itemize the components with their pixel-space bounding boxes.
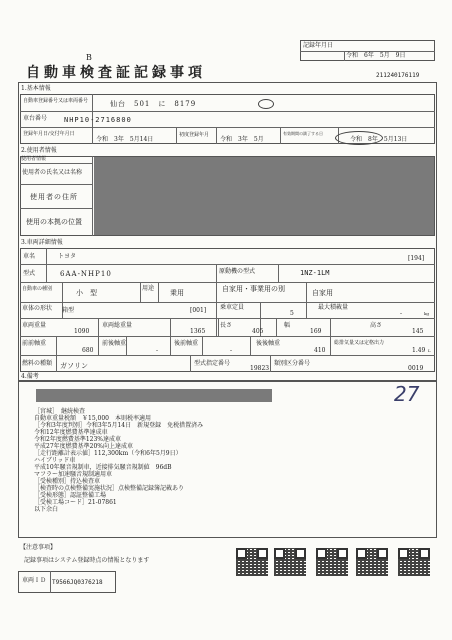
body-label: 車体の形状	[22, 305, 53, 312]
remark-line: 令和12年度燃費基準達成車	[34, 429, 108, 436]
engine-label: 原動機の型式	[219, 268, 256, 275]
rr-label: 後後軸重	[256, 340, 281, 347]
expiry-label: 有効期間の満了する日	[283, 131, 323, 136]
notes-text: 記録事項はシステム登録時点の情報となります	[24, 557, 150, 564]
remark-line: ［検査時の点検整備実施状況］点検整備記録簿記載あり	[34, 485, 185, 492]
user-address-label: 使用者の住所	[30, 193, 78, 201]
approval-label: 型式指定番号	[194, 360, 231, 367]
height-value: 145	[412, 328, 424, 335]
approval-value: 19823	[250, 365, 270, 372]
length-value: 405	[252, 328, 264, 335]
qr-code-icon	[398, 548, 430, 576]
rf-value: -	[230, 347, 233, 354]
remark-line: ［走行距離計表示値］112,300km（令和6年5月9日）	[34, 450, 182, 457]
chassis-label: 車台番号	[23, 115, 48, 122]
remark-line: 平成27年度燃費基準20%向上達成車	[34, 443, 133, 450]
gross-value: 1365	[190, 328, 206, 335]
user-info-redaction	[94, 157, 434, 235]
section3-title: 3.車両詳細情報	[21, 239, 63, 246]
remark-line: ［受検種別］持込検査車	[34, 478, 101, 485]
remarks-redaction	[36, 389, 272, 402]
page-title: 自動車検査証記録事項	[26, 65, 206, 81]
max-load-unit: kg	[424, 311, 429, 316]
remarks-box	[18, 381, 437, 538]
remark-line: ハイブリッド車	[34, 457, 76, 464]
disp-label: 総排気量又は定格出力	[334, 340, 385, 346]
model-value: 6AA-NHP10	[60, 270, 112, 278]
length-label: 長さ	[220, 322, 233, 329]
capacity-value: 5	[290, 310, 294, 317]
first-reg-label: 登録年月日/交付年月日	[23, 131, 75, 137]
qr-code-icon	[274, 548, 306, 576]
kind-value: 小 型	[76, 289, 97, 297]
car-id-label: 車両ＩＤ	[22, 577, 47, 584]
base-location-label: 使用の本拠の位置	[26, 218, 82, 226]
qr-code-icon	[236, 548, 268, 576]
qr-code-icon	[356, 548, 388, 576]
maker-value: トヨタ	[58, 253, 77, 260]
max-load-label: 最大積載量	[318, 304, 349, 311]
cat-value: 0019	[408, 365, 424, 372]
remark-line: 令和2年度燃費基準123%達成車	[34, 436, 121, 443]
chassis-value: NHP10-2716800	[64, 116, 132, 124]
remark-line: ［受検形態］認証整備工場	[34, 492, 107, 499]
gross-label: 車両総重量	[102, 322, 133, 329]
private-value: 自家用	[312, 289, 333, 297]
remark-line: ［受検工場コード］21-07861	[34, 499, 117, 506]
section2-title: 2.使用者情報	[21, 147, 57, 154]
fuel-value: ガソリン	[60, 362, 88, 370]
car-id-value: T9566JQ0376218	[52, 579, 103, 586]
first-year-value: 令和 3年 5月	[220, 136, 264, 143]
kind-label: 自動車の種別	[22, 286, 53, 292]
section4-title: 4.備考	[21, 373, 39, 380]
use-label: 用途	[142, 285, 155, 292]
weight-value: 1090	[74, 328, 90, 335]
remark-line: ［令和3年度判別］令和3年5月14日 新規登録 免税措置済み	[34, 422, 204, 429]
remark-line: 以下余白	[34, 506, 59, 513]
circle-mark	[258, 99, 274, 109]
width-value: 169	[310, 328, 322, 335]
section1-title: 1.基本情報	[21, 85, 51, 92]
width-label: 幅	[284, 322, 291, 329]
record-date: 令和 6年 5月 9日	[346, 52, 406, 59]
handwritten-number: 27	[394, 382, 420, 406]
body-value: 箱型	[62, 307, 75, 314]
remark-line: 平成10年騒音規制車，近接排気騒音規制値 96dB	[34, 464, 172, 471]
disp-unit: L	[428, 348, 431, 353]
cat-label: 類別区分番号	[274, 360, 311, 367]
first-year-label: 初度登録年月	[179, 132, 210, 138]
body-code: [001]	[190, 307, 207, 314]
user-subtitle: 使用者情報	[21, 156, 47, 162]
first-reg-value: 令和 3年 5月14日	[96, 136, 154, 143]
handwritten-circle	[335, 131, 383, 145]
qr-code-icon	[316, 548, 348, 576]
remark-line: マフラー加速騒音規制適用車	[34, 471, 113, 478]
reg-value: 仙台 501 に 8179	[110, 100, 197, 108]
engine-value: 1NZ-1LM	[300, 269, 330, 277]
doc-mark: B	[86, 53, 92, 62]
disp-value: 1.49	[412, 347, 426, 354]
fuel-label: 燃料の種類	[22, 360, 53, 367]
capacity-label: 乗車定員	[220, 304, 245, 311]
rr-value: 410	[314, 347, 326, 354]
expiry-value: 令和 8年 5月13日	[350, 136, 408, 143]
user-name-label: 使用者の氏名又は名称	[22, 169, 83, 176]
model-label: 型式	[23, 270, 36, 277]
ff-value: 680	[82, 347, 94, 354]
use-value: 乗用	[170, 289, 184, 297]
remark-line: 自動車重量税額 ￥15,000 本則税率適用	[34, 415, 151, 422]
rf-label: 後前軸重	[174, 340, 199, 347]
reg-label: 自動車登録番号又は車両番号	[23, 98, 89, 104]
maker-code: [194]	[408, 255, 425, 262]
ff-label: 前前軸重	[22, 340, 47, 347]
max-load-value: -	[400, 310, 403, 317]
record-date-label: 記録年月日	[303, 42, 334, 49]
fr-value: -	[156, 347, 159, 354]
doc-number: 211240176119	[376, 72, 420, 79]
height-label: 高さ	[370, 322, 383, 329]
private-label: 自家用・事業用の別	[222, 285, 285, 293]
remark-line: ［宮城］ 継続検査	[34, 408, 86, 415]
maker-label: 車名	[23, 253, 36, 260]
fr-label: 前後軸重	[102, 340, 127, 347]
notes-title: 【注意事項】	[20, 544, 57, 551]
weight-label: 車両重量	[22, 322, 47, 329]
